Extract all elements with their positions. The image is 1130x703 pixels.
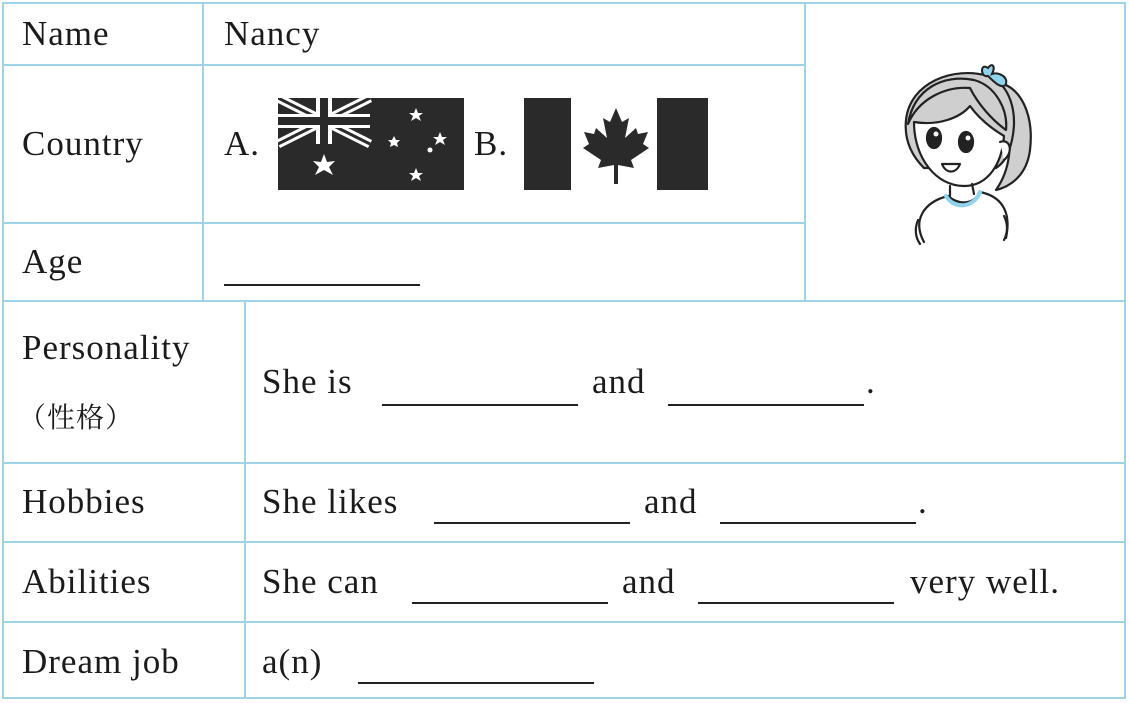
country-label: Country: [22, 124, 144, 163]
personality-label-cn: （性格）: [18, 401, 135, 434]
info-card: [2, 2, 1126, 699]
name-value: Nancy: [224, 14, 321, 53]
maple-leaf: [583, 108, 649, 184]
abilities-joiner: and: [622, 562, 676, 601]
column-divider: [244, 300, 246, 697]
hobbies-suffix: .: [918, 482, 928, 521]
abilities-suffix: very well.: [910, 562, 1060, 601]
option-a-label: A.: [224, 124, 261, 163]
option-b-label: B.: [474, 124, 509, 163]
dream-job-label: Dream job: [22, 642, 180, 681]
abilities-label: Abilities: [22, 562, 152, 601]
canada-flag-icon: [524, 98, 708, 190]
column-divider: [202, 4, 204, 300]
personality-suffix: .: [866, 362, 876, 401]
row-divider: [4, 64, 804, 66]
union-jack: [278, 98, 370, 144]
row-divider: [4, 222, 804, 224]
abilities-blank-2[interactable]: [698, 602, 894, 604]
hobbies-prefix: She likes: [262, 482, 399, 521]
hobbies-joiner: and: [644, 482, 698, 521]
personality-blank-2[interactable]: [668, 404, 864, 406]
row-divider: [4, 462, 1124, 464]
age-blank[interactable]: [224, 284, 420, 286]
hobbies-label: Hobbies: [22, 482, 146, 521]
age-label: Age: [22, 242, 84, 281]
name-label: Name: [22, 14, 110, 53]
personality-joiner: and: [592, 362, 646, 401]
row-divider: [4, 541, 1124, 543]
row-divider: [4, 300, 1124, 302]
abilities-blank-1[interactable]: [412, 602, 608, 604]
personality-prefix: She is: [262, 362, 353, 401]
dream-job-blank[interactable]: [358, 682, 594, 684]
dream-job-prefix: a(n): [262, 642, 323, 681]
personality-blank-1[interactable]: [382, 404, 578, 406]
column-divider: [804, 4, 806, 300]
abilities-prefix: She can: [262, 562, 379, 601]
hobbies-blank-2[interactable]: [720, 522, 916, 524]
row-divider: [4, 621, 1124, 623]
hobbies-blank-1[interactable]: [434, 522, 630, 524]
personality-label: Personality: [22, 328, 191, 367]
girl-portrait: [884, 60, 1044, 246]
australia-flag-icon: [278, 98, 464, 190]
